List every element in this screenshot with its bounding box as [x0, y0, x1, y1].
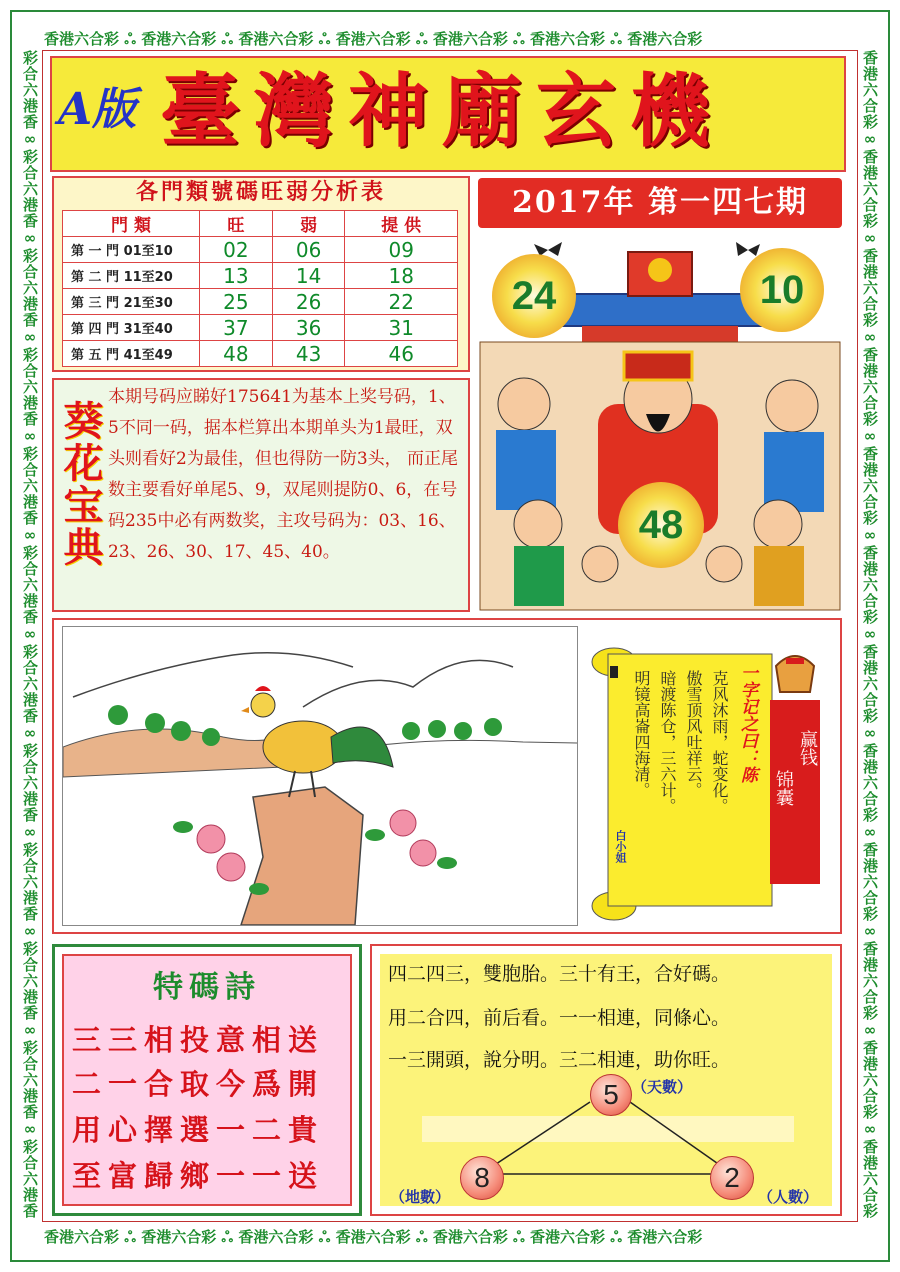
version-label: A版	[58, 84, 137, 135]
riddle-line: 一三開頭，說分明。三二相連，助你旺。	[388, 1049, 731, 1071]
lucky-number-ball: 48	[618, 482, 704, 568]
column-header: 旺	[200, 211, 273, 237]
special-poem-line: 至富歸鄉一一送	[72, 1159, 325, 1193]
ruo-cell: 43	[272, 341, 345, 367]
ruo-cell: 14	[272, 263, 345, 289]
sunflower-title: 葵花宝典	[57, 400, 104, 568]
badge-jinnang: 锦囊	[773, 770, 794, 806]
di-label: （地數）	[390, 1188, 451, 1206]
tigong-cell: 18	[345, 263, 458, 289]
analysis-table	[62, 210, 458, 367]
wang-cell: 48	[200, 341, 273, 367]
wang-cell: 37	[200, 315, 273, 341]
scroll-text-area	[612, 660, 772, 904]
lucky-number-ball: 24	[492, 254, 576, 338]
rooster-illustration	[62, 626, 578, 926]
right-border-strip: 香港六合彩∞香港六合彩∞香港六合彩∞香港六合彩∞香港六合彩∞香港六合彩∞香港六合彩∞香港六合彩∞香港六合彩∞香港六合彩∞香港六合彩∞香港六合彩	[861, 50, 879, 1219]
tigong-cell: 31	[345, 315, 458, 341]
issue-banner: 2017年 第一四七期	[478, 178, 842, 228]
tigong-cell: 22	[345, 289, 458, 315]
top-border-strip: 香港六合彩 ஃ 香港六合彩 ஃ 香港六合彩 ஃ 香港六合彩 ஃ 香港六合彩 ஃ 香港六合彩 ஃ 香港六合彩	[44, 30, 703, 48]
ruo-cell: 26	[272, 289, 345, 315]
sunflower-text: 本期号码应睇好175641为基本上奖号码，1、5不同一码，据本栏算出本期单头为1最旺，双头则看好2为最佳，但也得防一防3头， 而正尾数主要看好单尾5、9，双尾则提防0、6，在号码235中必有两数奖，主攻号码为：03、16、23、26、30、17、45、40。	[108, 387, 459, 562]
row-label: 第 四 門 31至40	[63, 315, 200, 341]
table-row	[63, 315, 458, 341]
scroll-verse: 明镜高崙四海清。	[632, 670, 651, 798]
special-poem-line: 用心擇選一二貴	[72, 1113, 325, 1147]
lucky-number-ball: 10	[740, 248, 824, 332]
ren-number: 2	[710, 1156, 754, 1200]
riddle-line: 用二合四，前后看。一一相連，同條心。	[388, 1007, 731, 1029]
di-number: 8	[460, 1156, 504, 1200]
tigong-cell: 46	[345, 341, 458, 367]
special-poem-line: 三三相投意相送	[72, 1023, 325, 1057]
wang-cell: 25	[200, 289, 273, 315]
ruo-cell: 06	[272, 237, 345, 263]
ren-label: （人數）	[758, 1188, 819, 1206]
scroll-verse: 克风沐雨，蛇变化。	[710, 670, 729, 814]
scroll-author: 白小姐	[614, 830, 627, 863]
column-header: 提 供	[345, 211, 458, 237]
page-title: 臺灣神廟玄機	[160, 64, 724, 158]
left-border-strip: 彩合六港香∞彩合六港香∞彩合六港香∞彩合六港香∞彩合六港香∞彩合六港香∞彩合六港香∞彩合六港香∞彩合六港香∞彩合六港香∞彩合六港香∞彩合六港香	[21, 50, 39, 1219]
analysis-title: 各門類號碼旺弱分析表	[135, 180, 386, 205]
special-poem-line: 二一合取今爲開	[72, 1067, 325, 1101]
column-header: 門 類	[63, 211, 200, 237]
tian-label: （天數）	[632, 1078, 693, 1096]
row-label: 第 二 門 11至20	[63, 263, 200, 289]
tigong-cell: 09	[345, 237, 458, 263]
table-row	[63, 263, 458, 289]
special-poem-title: 特碼詩	[153, 970, 261, 1005]
row-label: 第 三 門 21至30	[63, 289, 200, 315]
table-row	[63, 237, 458, 263]
table-row	[63, 289, 458, 315]
badge-win-money: 赢钱	[797, 730, 818, 766]
riddle-line: 四二四三，雙胞胎。三十有王，合好碼。	[388, 963, 731, 985]
column-header: 弱	[272, 211, 345, 237]
table-row	[63, 341, 458, 367]
scroll-verse: 暗渡陈仓，三六计。	[658, 670, 677, 814]
row-label: 第 五 門 41至49	[63, 341, 200, 367]
scroll-verse: 傲雪顶风吐祥云。	[684, 670, 703, 798]
scroll-heading: 一字记之曰：陈	[737, 664, 757, 783]
pouch-icon	[768, 646, 822, 696]
wang-cell: 13	[200, 263, 273, 289]
rooster-picture	[63, 627, 577, 925]
triangle-diagram	[380, 1080, 832, 1206]
temple-illustration	[478, 234, 842, 612]
table-header-row	[63, 211, 458, 237]
ruo-cell: 36	[272, 315, 345, 341]
bottom-border-strip: 香港六合彩 ஃ 香港六合彩 ஃ 香港六合彩 ஃ 香港六合彩 ஃ 香港六合彩 ஃ 香港六合彩 ஃ 香港六合彩	[44, 1228, 703, 1246]
row-label: 第 一 門 01至10	[63, 237, 200, 263]
wang-cell: 02	[200, 237, 273, 263]
tian-number: 5	[590, 1074, 632, 1116]
